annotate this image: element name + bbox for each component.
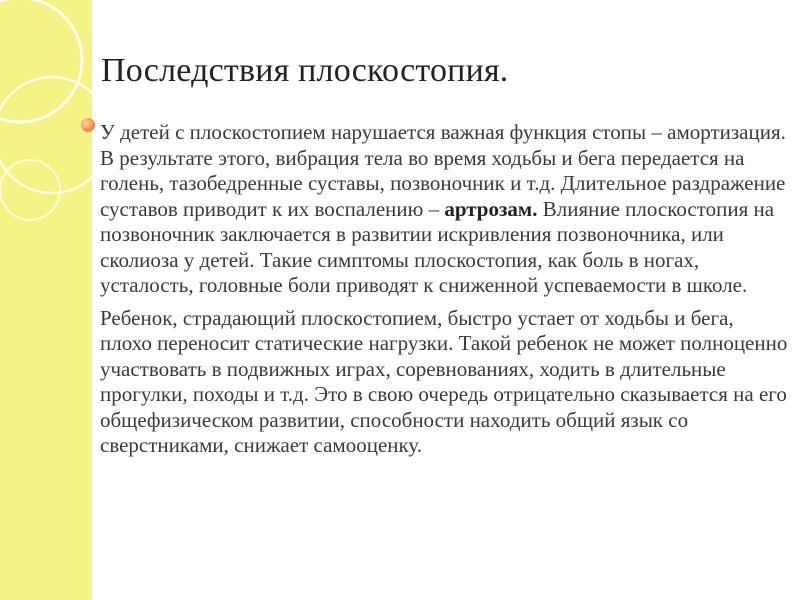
slide-title: Последствия плоскостопия. xyxy=(101,52,509,89)
decorative-circles xyxy=(0,0,92,600)
paragraph-text-end: Влияние плоскостопия на позвоночник заключается в развитии искривления позвоночника, или сколиоза у детей. Такие симптомы плоскостопия, как боль в ногах, усталость, головные боли приводят к сниженной успеваемости в школе. xyxy=(100,196,775,297)
decorative-side-band xyxy=(0,0,92,600)
paragraph-text-start: У детей с плоскостопием нарушается важная функция стопы – амортизация. В результате этого, вибрация тела во время ходьбы и бега передается на голень, тазобедренные суставы, позвоночник и т.д. Длительное раздражение суставов приводит к их воспалению – xyxy=(100,120,786,221)
paragraph-consequences xyxy=(100,120,790,299)
paragraph-child-effects: Ребенок, страдающий плоскостопием, быстро устает от ходьбы и бега, плохо переносит статические нагрузки. Такой ребенок не может полноценно участвовать в подвижных играх, соревнованиях, ходить в длительные прогулки, походы и т.д. Это в свою очередь отрицательно сказывается на его общефизическом развитии, способности находить общий язык со сверстниками, снижает самооценку. xyxy=(100,305,788,457)
bullet-dot-icon xyxy=(81,118,95,132)
bold-term-arthrosis: артрозам. xyxy=(444,196,538,221)
slide-body xyxy=(100,120,790,466)
